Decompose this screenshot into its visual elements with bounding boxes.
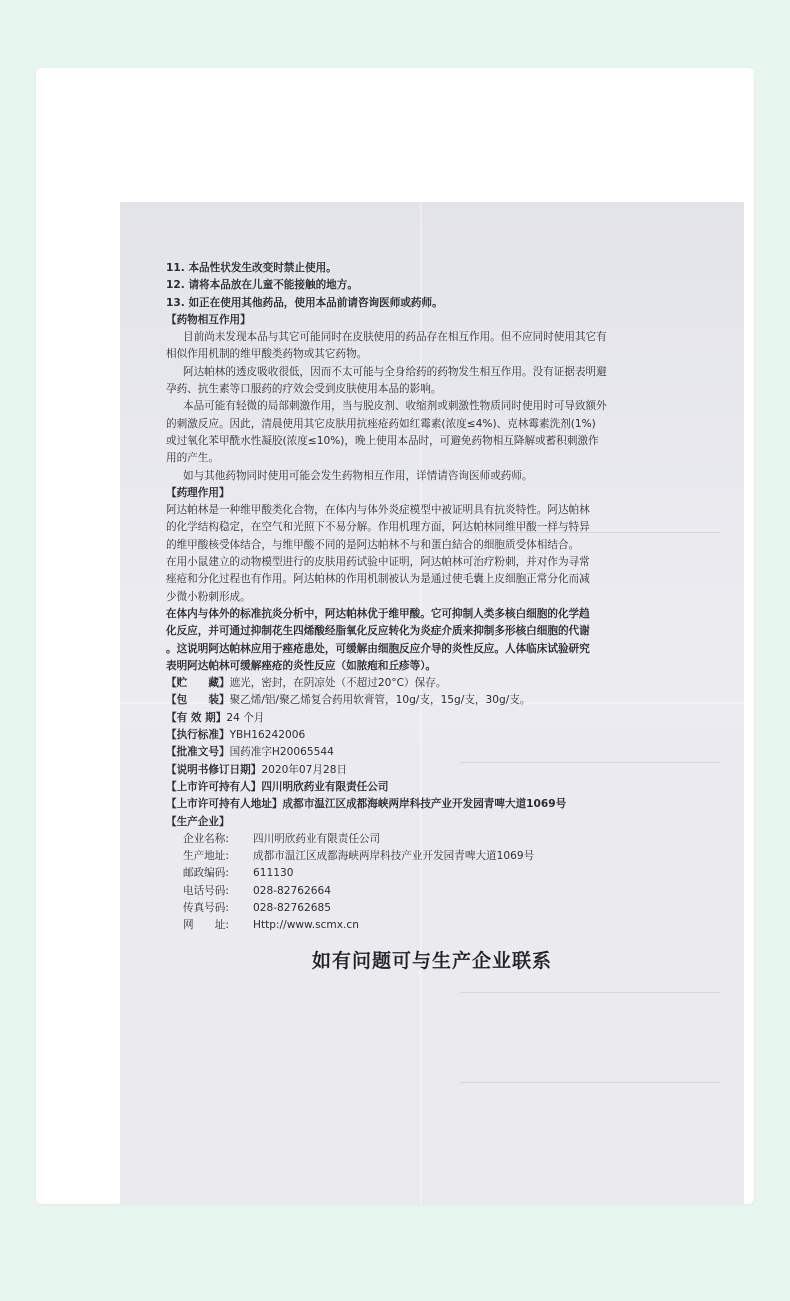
field-label: 【包 装】 bbox=[166, 694, 230, 707]
field-value: 四川明欣药业有限责任公司 bbox=[261, 780, 389, 793]
field-value: 成都市温江区成都海峡两岸科技产业开发园青啤大道1069号 bbox=[282, 798, 567, 811]
text-line: 目前尚未发现本品与其它可能同时在皮肤使用的药品存在相互作用。但不应同时使用其它有 bbox=[183, 331, 607, 344]
text-line: 的维甲酸核受体结合，与维甲酸不同的是阿达帕林不与和蛋白結合的细胞质受体相结合。 bbox=[166, 538, 580, 551]
row-label: 邮政编码: bbox=[183, 867, 229, 880]
text-line: 化反应，并可通过抑制花生四烯酸经脂氧化反应转化为炎症介质来抑制多形核白细胞的代谢 bbox=[166, 625, 590, 638]
text-line: 在用小鼠建立的动物模型进行的皮肤用药试验中证明，阿达帕林可治疗粉刺，并对作为寻常 bbox=[166, 556, 590, 569]
field-label: 【贮 藏】 bbox=[166, 677, 230, 690]
field-value: 国药准字H20065544 bbox=[229, 746, 334, 759]
row-value: 四川明欣药业有限责任公司 bbox=[253, 832, 381, 845]
text-line: 的刺激反应。因此，清晨使用其它皮肤用抗痤疮药如红霉素(浓度≤4%)、克林霉素洗剂(1%) bbox=[166, 417, 596, 430]
text-line: 阿达帕林的透皮吸收很低，因而不太可能与全身给药的药物发生相互作用。没有证据表明避 bbox=[183, 365, 607, 378]
text-line: 少微小粉刺形成。 bbox=[166, 590, 251, 603]
field-value: YBH16242006 bbox=[229, 729, 306, 742]
field-standard bbox=[166, 727, 726, 744]
text-line: 孕药、抗生素等口服药的疗效会受到皮肤使用本品的影响。 bbox=[166, 383, 442, 396]
field-label: 【上市许可持有人】 bbox=[166, 780, 262, 793]
manufacturer-row bbox=[166, 917, 726, 934]
text-line: 本品可能有轻微的局部刺激作用，当与脱皮剂、收缩剂或刺激性物质同时使用时可导致额外 bbox=[183, 400, 607, 413]
bleed-through bbox=[460, 1082, 720, 1083]
section-header: 【药理作用】 bbox=[166, 486, 230, 499]
section-header: 【药物相互作用】 bbox=[166, 313, 251, 326]
list-item: 11. 本品性状发生改变时禁止使用。 bbox=[166, 262, 337, 274]
text-line: 相似作用机制的维甲酸类药物或其它药物。 bbox=[166, 348, 368, 361]
manufacturer-row bbox=[166, 848, 726, 865]
row-value: 028-82762664 bbox=[253, 884, 331, 897]
page-card bbox=[36, 68, 754, 1204]
row-label: 传真号码: bbox=[183, 901, 229, 914]
leaflet-photo bbox=[120, 202, 744, 1204]
field-value: 遮光，密封，在阴凉处（不超过20°C）保存。 bbox=[229, 677, 447, 690]
bleed-through bbox=[460, 992, 720, 993]
list-item: 13. 如正在使用其他药品，使用本品前请咨询医师或药师。 bbox=[166, 296, 443, 309]
field-revision-date bbox=[166, 762, 726, 779]
row-label: 企业名称: bbox=[183, 832, 229, 845]
text-line: 如与其他药物同时使用可能会发生药物相互作用，详情请咨询医师或药师。 bbox=[183, 469, 533, 482]
row-value: 028-82762685 bbox=[253, 901, 331, 914]
field-value: 24 个月 bbox=[226, 711, 265, 724]
text-line: 在体内与体外的标准抗炎分析中，阿达帕林优于维甲酸。它可抑制人类多核白细胞的化学趋 bbox=[166, 607, 590, 620]
row-value: Http://www.scmx.cn bbox=[253, 919, 359, 932]
manufacturer-row bbox=[166, 865, 726, 882]
list-item: 12. 请将本品放在儿童不能接触的地方。 bbox=[166, 279, 358, 292]
manufacturer-row bbox=[166, 831, 726, 848]
field-label: 【上市许可持有人地址】 bbox=[166, 798, 283, 811]
field-shelf-life bbox=[166, 710, 726, 727]
row-label: 电话号码: bbox=[183, 884, 229, 897]
field-label: 【说明书修订日期】 bbox=[166, 763, 262, 776]
manufacturer-row bbox=[166, 883, 726, 900]
field-holder-address bbox=[166, 796, 726, 813]
manufacturer-row bbox=[166, 900, 726, 917]
field-package bbox=[166, 692, 726, 709]
text-line: 痤疮和分化过程也有作用。阿达帕林的作用机制被认为是通过使毛囊上皮细胞正常分化而减 bbox=[166, 573, 590, 586]
row-value: 成都市温江区成都海峡两岸科技产业开发园青啤大道1069号 bbox=[253, 850, 535, 863]
field-label: 【执行标准】 bbox=[166, 729, 230, 742]
field-approval bbox=[166, 744, 726, 761]
text-line: 表明阿达帕林可缓解痤疮的炎性反应（如脓疱和丘疹等）。 bbox=[166, 659, 437, 672]
text-line: 阿达帕林是一种维甲酸类化合物，在体内与体外炎症模型中被证明具有抗炎特性。阿达帕林 bbox=[166, 504, 590, 517]
section-header: 【生产企业】 bbox=[166, 815, 230, 828]
contact-notice: 如有问题可与生产企业联系 bbox=[311, 950, 552, 972]
text-line: 。这说明阿达帕林应用于痤疮患处，可缓解由细胞反应介导的炎性反应。人体临床试验研究 bbox=[166, 642, 590, 655]
text-line: 用的产生。 bbox=[166, 452, 219, 465]
text-line: 的化学结构稳定，在空气和光照下不易分解。作用机理方面，阿达帕林同维甲酸一样与特异 bbox=[166, 521, 590, 534]
row-label: 网 址: bbox=[183, 919, 229, 932]
row-value: 611130 bbox=[253, 867, 294, 880]
text-line: 或过氧化苯甲酰水性凝胶(浓度≤10%)，晚上使用本品时，可避免药物相互降解或蓄积刺激作 bbox=[166, 434, 599, 447]
field-holder bbox=[166, 779, 726, 796]
field-storage bbox=[166, 675, 726, 692]
field-value: 聚乙烯/铝/聚乙烯复合药用软膏管，10g/支，15g/支，30g/支。 bbox=[229, 694, 531, 707]
row-label: 生产地址: bbox=[183, 850, 229, 863]
field-label: 【有 效 期】 bbox=[166, 711, 227, 724]
field-value: 2020年07月28日 bbox=[261, 763, 348, 776]
field-label: 【批准文号】 bbox=[166, 746, 230, 759]
leaflet-text bbox=[166, 260, 726, 935]
